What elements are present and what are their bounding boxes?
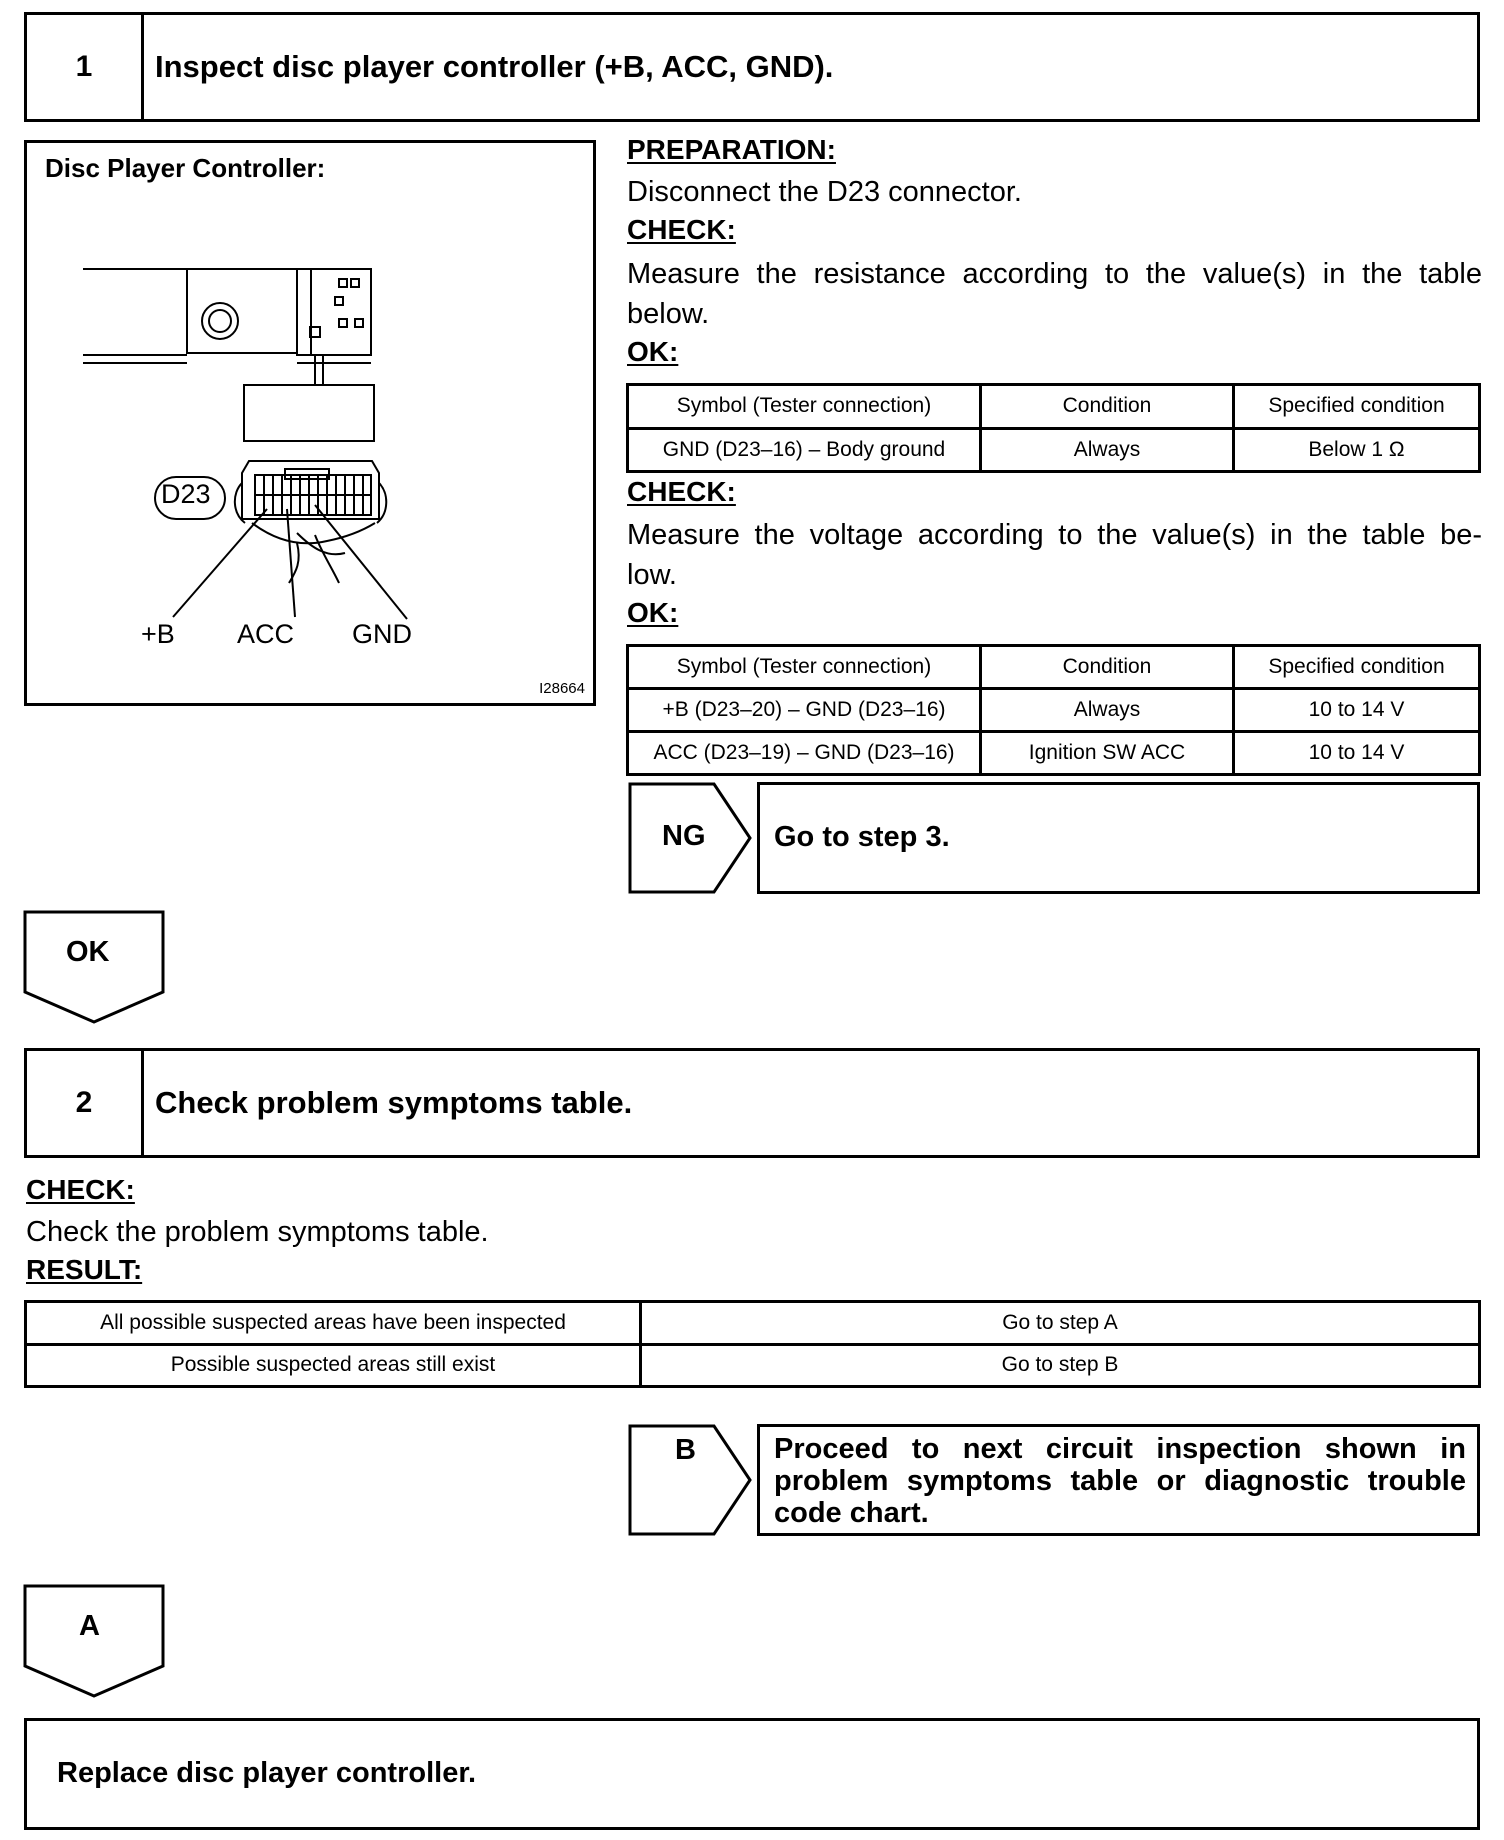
connector-figure bbox=[24, 140, 596, 706]
table-row bbox=[628, 428, 1480, 472]
connector-label-d23: D23 bbox=[161, 479, 211, 509]
b-label: B bbox=[675, 1434, 696, 1466]
ng-action-box bbox=[757, 782, 1480, 894]
check1-text-line2: below. bbox=[627, 298, 710, 330]
step2-check-header: CHECK: bbox=[26, 1174, 135, 1205]
check2-header: CHECK: bbox=[627, 476, 736, 507]
table-row bbox=[628, 385, 1480, 429]
preparation-header: PREPARATION: bbox=[627, 134, 836, 165]
connector-diagram bbox=[27, 143, 593, 703]
table-cell: GND (D23–16) – Body ground bbox=[628, 428, 981, 472]
final-action-box bbox=[24, 1718, 1480, 1830]
step1-number: 1 bbox=[27, 15, 144, 119]
table-cell: ACC (D23–19) – GND (D23–16) bbox=[628, 732, 981, 775]
figure-id: I28664 bbox=[539, 680, 585, 697]
table-cell: 10 to 14 V bbox=[1234, 732, 1480, 775]
b-action-box bbox=[757, 1424, 1480, 1536]
check2-text-line2: low. bbox=[627, 559, 677, 591]
table-cell: Possible suspected areas still exist bbox=[26, 1344, 641, 1387]
pin-label-gnd: GND bbox=[352, 619, 412, 649]
ng-label: NG bbox=[662, 820, 706, 852]
step2-check-text: Check the problem symptoms table. bbox=[26, 1216, 489, 1248]
a-label: A bbox=[79, 1610, 100, 1642]
table-header-cell: Specified condition bbox=[1234, 385, 1480, 429]
table-cell: Always bbox=[981, 428, 1234, 472]
table-cell: +B (D23–20) – GND (D23–16) bbox=[628, 689, 981, 732]
ng-action-text: Go to step 3. bbox=[774, 821, 950, 853]
check1-text-line1: Measure the resistance according to the value(s) in the table bbox=[627, 258, 1482, 290]
figure-title: Disc Player Controller: bbox=[45, 153, 326, 183]
table-cell: Below 1 Ω bbox=[1234, 428, 1480, 472]
table-header-cell: Condition bbox=[981, 646, 1234, 689]
ok1-header: OK: bbox=[627, 336, 679, 367]
b-action-line2: problem symptoms table or diagnostic trouble bbox=[774, 1465, 1466, 1497]
table-cell: Ignition SW ACC bbox=[981, 732, 1234, 775]
pin-label-plus-b: +B bbox=[141, 619, 175, 649]
b-action-line3: code chart. bbox=[774, 1497, 929, 1529]
table-header-cell: Condition bbox=[981, 385, 1234, 429]
step2-header bbox=[24, 1048, 1480, 1158]
step2-number: 2 bbox=[27, 1051, 144, 1155]
b-action-line1: Proceed to next circuit inspection shown in bbox=[774, 1433, 1466, 1465]
voltage-table bbox=[626, 644, 1481, 776]
check2-text-line1: Measure the voltage according to the value(s) in the table be- bbox=[627, 519, 1482, 551]
table-row bbox=[26, 1344, 1480, 1387]
result-header: RESULT: bbox=[26, 1254, 143, 1285]
table-row bbox=[26, 1302, 1480, 1345]
pin-label-acc: ACC bbox=[237, 619, 295, 649]
table-cell: Go to step A bbox=[641, 1302, 1480, 1345]
table-header-cell: Specified condition bbox=[1234, 646, 1480, 689]
check1-header: CHECK: bbox=[627, 214, 736, 245]
resistance-table bbox=[626, 383, 1481, 473]
table-cell: Go to step B bbox=[641, 1344, 1480, 1387]
table-row bbox=[628, 646, 1480, 689]
table-header-cell: Symbol (Tester connection) bbox=[628, 385, 981, 429]
table-row bbox=[628, 689, 1480, 732]
preparation-text: Disconnect the D23 connector. bbox=[627, 176, 1022, 208]
table-cell: All possible suspected areas have been inspected bbox=[26, 1302, 641, 1345]
ok2-header: OK: bbox=[627, 597, 679, 628]
table-cell: Always bbox=[981, 689, 1234, 732]
result-table bbox=[24, 1300, 1481, 1388]
step1-title: Inspect disc player controller (+B, ACC, GND). bbox=[155, 49, 834, 84]
table-cell: 10 to 14 V bbox=[1234, 689, 1480, 732]
ok-label: OK bbox=[66, 936, 110, 968]
step2-title: Check problem symptoms table. bbox=[155, 1085, 633, 1120]
step1-header bbox=[24, 12, 1480, 122]
final-action-text: Replace disc player controller. bbox=[57, 1757, 477, 1789]
table-row bbox=[628, 732, 1480, 775]
table-header-cell: Symbol (Tester connection) bbox=[628, 646, 981, 689]
